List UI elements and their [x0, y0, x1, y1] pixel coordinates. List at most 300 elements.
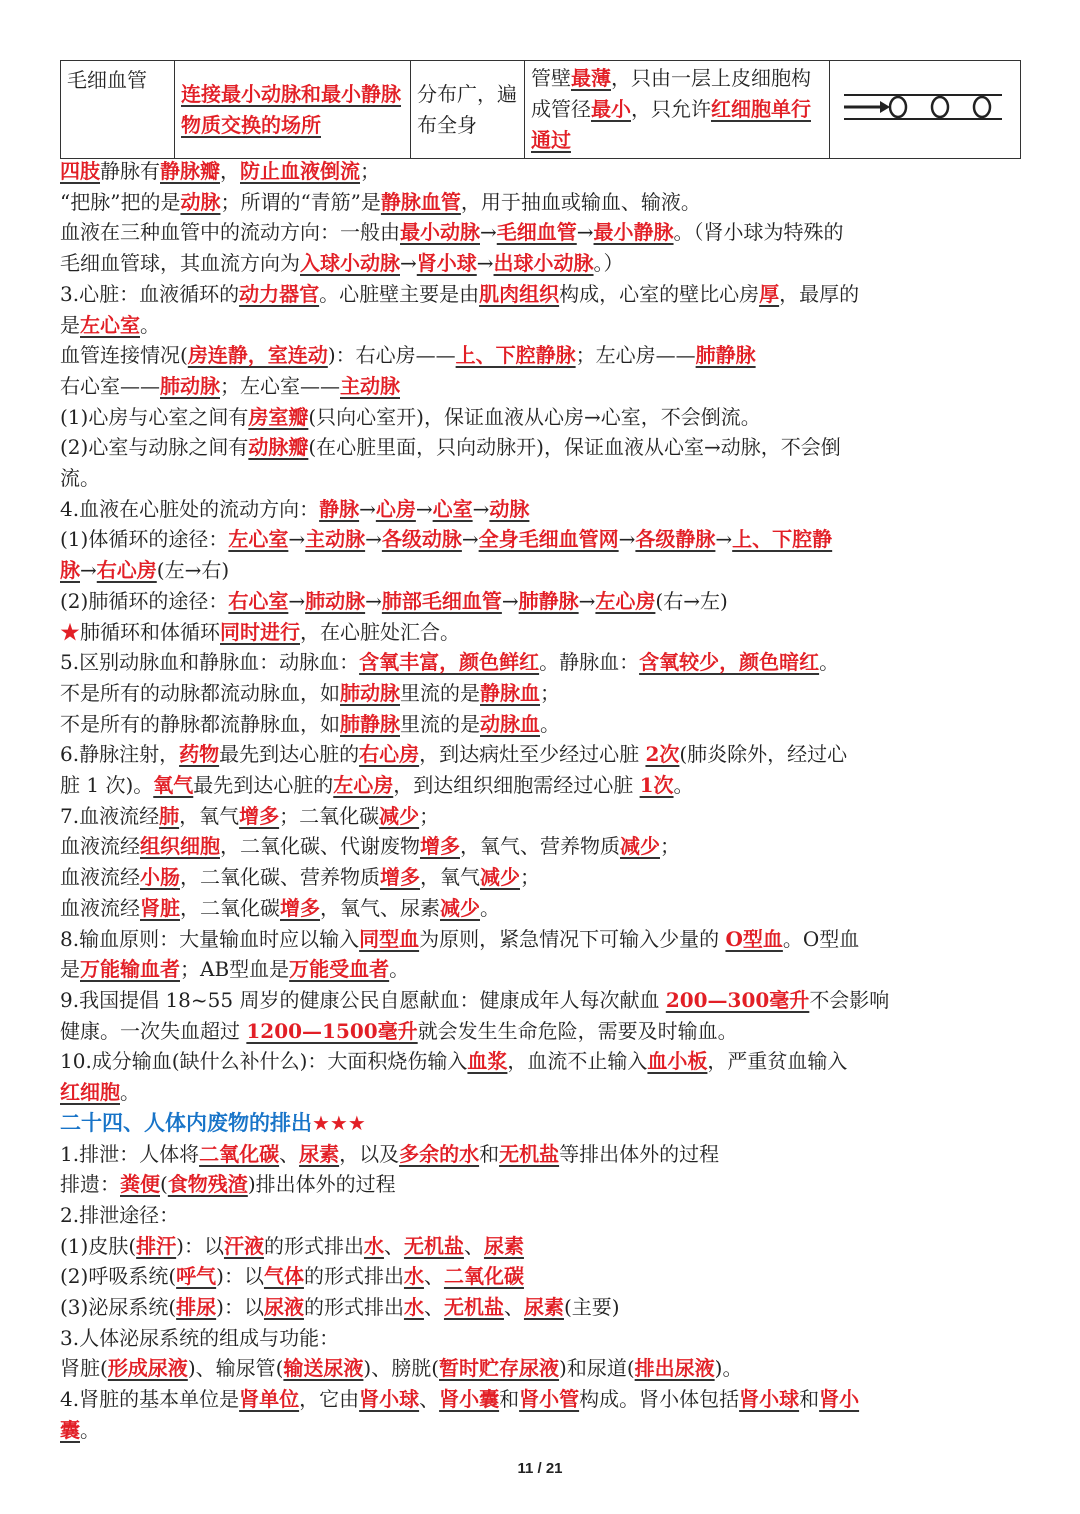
text-segment: 、 [419, 1387, 440, 1412]
key-term: 心房 [375, 496, 416, 521]
text-segment: 构成，心室的壁比心房 [559, 281, 760, 306]
text-segment: )排出体外的过程 [247, 1172, 396, 1197]
text-segment: 9.我国提倡 18~55 周岁的健康公民自愿献血：健康成年人每次献血 [60, 987, 666, 1012]
key-term: 各级动脉 [381, 527, 462, 552]
text-segment: ；二氧化碳 [279, 803, 380, 828]
text-segment: → [578, 588, 596, 613]
key-term: 氧气 [153, 773, 194, 798]
text-line [60, 524, 1020, 555]
key-term: 左心房 [333, 773, 394, 798]
text-segment: ，以及 [339, 1141, 400, 1166]
text-segment: ；所谓的“青筋”是 [220, 189, 381, 214]
text-segment: 里流的是 [400, 711, 480, 736]
text-segment: (3)泌尿系统( [60, 1295, 177, 1320]
text-segment: ，血流不止输入 [507, 1049, 648, 1074]
text-segment: 血液流经 [60, 834, 140, 859]
key-term: 最薄 [571, 66, 611, 90]
text-segment: )：以 [216, 1295, 264, 1320]
key-term: 动脉血 [480, 711, 540, 736]
key-term: 肺静脉 [695, 343, 756, 368]
key-term: 汗液 [223, 1233, 264, 1258]
key-term: 肾脏 [140, 895, 180, 920]
text-segment: 是 [60, 312, 80, 337]
vessel-name-cell: 毛细血管 [61, 61, 175, 159]
text-segment: 。 [480, 895, 500, 920]
text-segment: 脏 1 次)。 [60, 773, 154, 798]
key-term: 动力器官 [239, 281, 320, 306]
text-segment: 管壁 [531, 66, 571, 90]
text-segment: )。 [714, 1356, 743, 1381]
text-segment: 是 [60, 957, 80, 982]
key-term: 肌肉组织 [479, 281, 560, 306]
key-term: 排汗 [136, 1233, 177, 1258]
text-segment: ； [540, 680, 560, 705]
section-heading: 二十四、人体内废物的排出 [60, 1109, 312, 1135]
key-term: 排出尿液 [634, 1356, 715, 1381]
text-segment: ，氧气、营养物质 [460, 834, 620, 859]
notes-body [60, 156, 1020, 1446]
key-term: 200—300毫升 [665, 987, 810, 1012]
key-term: 主动脉 [305, 527, 366, 552]
text-segment: )、膀胱( [363, 1356, 440, 1381]
text-segment: 和 [799, 1387, 820, 1412]
text-segment: → [501, 588, 519, 613]
text-segment: 肺循环和体循环 [80, 619, 220, 644]
text-line [60, 954, 1020, 985]
key-term: 组织细胞 [140, 834, 220, 859]
key-term: 减少 [620, 834, 660, 859]
key-term: 上、下腔静脉 [455, 343, 576, 368]
text-segment: 静脉有 [100, 159, 160, 183]
text-segment: ，二氧化碳、营养物质 [180, 865, 380, 890]
text-segment: → [715, 527, 733, 552]
text-segment: 不会影响 [809, 987, 890, 1012]
key-term: 上、下腔静 [732, 527, 833, 552]
text-line [60, 1200, 1020, 1231]
text-segment: (1)体循环的途径： [60, 527, 229, 552]
key-term: 脉 [60, 558, 80, 583]
key-term: 万能输血者 [80, 957, 180, 982]
key-term: 肺动脉 [305, 588, 366, 613]
text-segment: ； [360, 159, 380, 183]
text-segment: → [288, 588, 306, 613]
text-segment: 2.排泄途径： [60, 1202, 180, 1227]
text-segment: ； [660, 834, 680, 859]
text-segment: 。（肾小球为特殊的 [673, 220, 844, 245]
key-term: 无机盐 [443, 1295, 504, 1320]
text-segment: → [400, 251, 417, 276]
capillary-diagram [836, 75, 1006, 135]
text-segment: 5.区别动脉血和静脉血：动脉血： [60, 650, 360, 675]
vessel-distribution-cell: 分布广，遍布全身 [411, 61, 525, 159]
key-term: 肺动脉 [340, 680, 400, 705]
text-segment: → [480, 220, 497, 245]
text-segment: 血液在三种血管中的流动方向：一般由 [60, 220, 400, 245]
text-segment: 最先到达心脏的 [219, 742, 360, 767]
text-segment: 血管连接情况( [60, 343, 188, 368]
key-term: 多余的水 [399, 1141, 480, 1166]
text-segment: 10.成分输血(缺什么补什么)：大面积烧伤输入 [60, 1049, 468, 1074]
key-term: 二氧化碳 [443, 1264, 524, 1289]
text-line [60, 924, 1020, 955]
key-term: 左心房 [595, 588, 656, 613]
key-term: 肾小囊 [439, 1387, 500, 1412]
key-term: 各级静脉 [635, 527, 716, 552]
text-segment: 。 [80, 1417, 100, 1442]
text-segment: 。心脏壁主要是由 [319, 281, 480, 306]
text-segment: (1)皮肤( [60, 1233, 137, 1258]
key-term: 水 [363, 1233, 384, 1258]
text-segment: 排遗： [60, 1172, 120, 1197]
text-line [60, 1384, 1020, 1415]
text-line [60, 1139, 1020, 1170]
text-line [60, 1231, 1020, 1262]
text-segment: ；左心室—— [220, 373, 340, 398]
key-term: 肺动脉 [160, 373, 220, 398]
text-segment: 。 [389, 957, 410, 982]
table-row [61, 61, 1021, 159]
text-line [60, 371, 1020, 402]
key-term: 右心房 [96, 558, 157, 583]
key-term: 增多 [239, 803, 280, 828]
vessel-function-cell [175, 61, 411, 159]
red-blood-cell-2 [932, 97, 948, 117]
text-segment: 的形式排出 [303, 1264, 404, 1289]
text-segment: → [359, 496, 376, 521]
vessel-feature-cell [525, 61, 830, 159]
text-segment: ，只由一层上皮细胞构成管径 [531, 66, 811, 121]
text-line [60, 831, 1020, 862]
key-term: 房室瓣 [248, 404, 309, 429]
text-segment: (左→右) [156, 558, 230, 583]
text-segment: ，氧气 [179, 803, 240, 828]
text-segment: ，用于抽血或输血、输液。 [460, 189, 701, 214]
key-term: 形成尿液 [107, 1356, 188, 1381]
text-segment: 。 [819, 650, 840, 675]
key-term: 同时进行 [220, 619, 300, 644]
key-term: 减少 [480, 865, 520, 890]
key-term: 左心室 [228, 527, 289, 552]
vessel-table [60, 60, 1021, 159]
key-term: 肾单位 [239, 1387, 300, 1412]
text-segment: 和 [499, 1387, 520, 1412]
key-term: 红细胞 [60, 1080, 120, 1105]
text-line [60, 1108, 1020, 1139]
text-segment: (2)心室与动脉之间有 [60, 435, 249, 460]
text-segment: 最先到达心脏的 [193, 773, 334, 798]
text-segment: 、 [423, 1295, 444, 1320]
key-term: 肾小球 [359, 1387, 420, 1412]
text-segment: )：以 [216, 1264, 264, 1289]
key-term: 同型血 [359, 926, 420, 951]
text-segment: 。） [593, 251, 624, 276]
text-segment: 等排出体外的过程 [559, 1141, 720, 1166]
key-term: 小肠 [140, 865, 180, 890]
key-term: O型血 [725, 926, 783, 951]
key-term: 增多 [380, 865, 420, 890]
text-segment: → [476, 251, 494, 276]
key-term: 呼气 [176, 1264, 217, 1289]
key-term: 房连静，室连动 [187, 343, 328, 368]
text-segment: ，它由 [299, 1387, 360, 1412]
text-line [60, 1292, 1020, 1323]
key-term: 药物 [179, 742, 220, 767]
text-line [60, 1323, 1020, 1354]
text-segment: 7.血液流经 [60, 803, 160, 828]
text-line [60, 985, 1020, 1016]
text-segment: 3.心脏：血液循环的 [60, 281, 240, 306]
key-term: 全身毛细血管网 [478, 527, 619, 552]
star-icon: ★ [60, 619, 80, 644]
key-term: 万能受血者 [289, 957, 390, 982]
text-segment: 3.人体泌尿系统的组成与功能： [60, 1325, 340, 1350]
text-segment: )：右心房—— [327, 343, 456, 368]
vessel-function-text: 连接最小动脉和最小静脉物质交换的场所 [181, 81, 401, 137]
text-line [60, 739, 1020, 770]
key-term: 血小板 [647, 1049, 708, 1074]
key-term: 粪便 [120, 1172, 160, 1197]
text-segment: 4.血液在心脏处的流动方向： [60, 496, 320, 521]
text-segment: “把脉”把的是 [60, 189, 181, 214]
text-segment: 和 [479, 1141, 500, 1166]
text-line [60, 248, 1020, 279]
text-segment: ，氧气 [420, 865, 480, 890]
text-line [60, 709, 1020, 740]
text-segment: → [618, 527, 636, 552]
key-term: 增多 [280, 895, 320, 920]
key-term: 血浆 [467, 1049, 508, 1074]
red-blood-cell-3 [974, 97, 990, 117]
key-term: 心室 [432, 496, 473, 521]
text-segment: ，最厚的 [779, 281, 860, 306]
text-line [60, 801, 1020, 832]
key-term: 出球小动脉 [493, 251, 594, 276]
key-term: 最小 [591, 97, 631, 121]
text-segment: 6.静脉注射， [60, 742, 180, 767]
text-segment: ；左心房—— [575, 343, 696, 368]
text-segment: 、 [423, 1264, 444, 1289]
text-segment: → [365, 588, 382, 613]
key-term: 尿素 [299, 1141, 340, 1166]
text-segment: 。 [673, 773, 694, 798]
text-line [60, 770, 1020, 801]
text-segment: → [365, 527, 382, 552]
importance-stars: ★★★ [312, 1110, 366, 1135]
key-term: 肺静脉 [518, 588, 579, 613]
key-term: 毛细血管 [496, 220, 577, 245]
text-segment: (肺炎除外，经过心 [679, 742, 848, 767]
text-segment: → [80, 558, 97, 583]
key-term: 静脉瓣 [160, 159, 220, 183]
text-line [60, 310, 1020, 341]
text-line [60, 893, 1020, 924]
text-segment: ，二氧化碳、代谢废物 [220, 834, 420, 859]
key-term: 减少 [379, 803, 420, 828]
diagram-arrow-head [880, 101, 890, 113]
text-line [60, 279, 1020, 310]
text-segment: 。 [140, 312, 160, 337]
capillary-diagram-cell [830, 61, 1021, 159]
red-blood-cell-1 [890, 97, 906, 117]
text-segment: ；AB型血是 [180, 957, 290, 982]
text-line [60, 1353, 1020, 1384]
key-term: 尿素 [523, 1295, 564, 1320]
text-line [60, 586, 1020, 617]
text-line [60, 463, 1020, 494]
text-segment: → [288, 527, 306, 552]
key-term: 尿液 [263, 1295, 304, 1320]
key-term: 肾小球 [416, 251, 477, 276]
key-term: 含氧丰富，颜色鲜红 [359, 650, 540, 675]
text-line [60, 187, 1020, 218]
key-term: 排尿 [176, 1295, 217, 1320]
key-term: 无机盐 [403, 1233, 464, 1258]
text-line [60, 432, 1020, 463]
page-number: 11 / 21 [517, 1460, 563, 1477]
text-segment: 。 [540, 711, 560, 736]
key-term: 1200—1500毫升 [246, 1018, 418, 1043]
key-term: 主动脉 [340, 373, 400, 398]
text-line [60, 402, 1020, 433]
text-segment: 健康。一次失血超过 [60, 1018, 247, 1043]
text-line [60, 1077, 1020, 1108]
text-segment: 。O型血 [782, 926, 860, 951]
key-term: 减少 [440, 895, 480, 920]
text-segment: )和尿道( [559, 1356, 635, 1381]
text-line [60, 1046, 1020, 1077]
text-segment: ，到达病灶至少经过心脏 [419, 742, 646, 767]
key-term: 肺静脉 [340, 711, 400, 736]
key-term: 囊 [60, 1417, 80, 1442]
key-term: 二氧化碳 [199, 1141, 280, 1166]
text-segment: (2)呼吸系统( [60, 1264, 177, 1289]
key-term: 厚 [759, 281, 780, 306]
key-term: 肺部毛细血管 [381, 588, 502, 613]
text-segment: 、 [463, 1233, 484, 1258]
key-term: 入球小动脉 [300, 251, 400, 276]
text-segment: 、 [383, 1233, 404, 1258]
text-segment: (1)心房与心室之间有 [60, 404, 249, 429]
key-term: 1次 [639, 773, 674, 798]
text-line [60, 156, 1020, 187]
text-segment: 不是所有的静脉都流静脉血，如 [60, 711, 340, 736]
text-line [60, 494, 1020, 525]
text-segment: → [461, 527, 479, 552]
key-term: 动脉 [489, 496, 530, 521]
text-segment: 就会发生生命危险，需要及时输血。 [417, 1018, 738, 1043]
key-term: 动脉 [180, 189, 221, 214]
text-segment: 4.肾脏的基本单位是 [60, 1387, 240, 1412]
text-segment: 右心室—— [60, 373, 160, 398]
text-segment: 毛细血管球，其血流方向为 [60, 251, 300, 276]
key-term: 输送尿液 [283, 1356, 364, 1381]
key-term: 2次 [645, 742, 680, 767]
key-term: 肾小球 [739, 1387, 800, 1412]
key-term: 食物残渣 [167, 1172, 248, 1197]
text-segment: 不是所有的动脉都流动脉血，如 [60, 680, 340, 705]
text-segment: )、输尿管( [187, 1356, 284, 1381]
text-segment: ，严重贫血输入 [707, 1049, 848, 1074]
text-segment: ，在心脏处汇合。 [300, 619, 460, 644]
text-line [60, 617, 1020, 648]
text-segment: 的形式排出 [263, 1233, 364, 1258]
key-term: 左心室 [80, 312, 140, 337]
text-line [60, 678, 1020, 709]
key-term: 动脉瓣 [248, 435, 309, 460]
key-term: 静脉血管 [380, 189, 461, 214]
text-segment: 肾脏( [60, 1356, 108, 1381]
text-segment: ， [220, 159, 240, 183]
text-segment: ； [419, 803, 440, 828]
text-segment: 里流的是 [400, 680, 480, 705]
text-segment: (在心脏里面，只向动脉开)，保证血液从心室→动脉，不会倒 [308, 435, 841, 460]
key-term: 水 [403, 1264, 424, 1289]
text-line [60, 862, 1020, 893]
key-term: 尿素 [483, 1233, 524, 1258]
key-term: 最小静脉 [593, 220, 674, 245]
text-segment: 8.输血原则：大量输血时应以输入 [60, 926, 360, 951]
text-segment: 、 [503, 1295, 524, 1320]
text-segment: 。 [120, 1080, 140, 1105]
text-segment: → [472, 496, 490, 521]
text-line [60, 340, 1020, 371]
key-term: 防止血液倒流 [240, 159, 360, 183]
key-term: 增多 [420, 834, 460, 859]
key-term: 肾小 [819, 1387, 860, 1412]
text-line [60, 1261, 1020, 1292]
text-segment: )：以 [176, 1233, 224, 1258]
text-segment: 流。 [60, 466, 100, 491]
text-line [60, 647, 1020, 678]
text-segment: ； [520, 865, 540, 890]
key-term: 暂时贮存尿液 [439, 1356, 560, 1381]
text-segment: 血液流经 [60, 895, 140, 920]
text-segment: 构成。肾小体包括 [579, 1387, 740, 1412]
text-segment: (右→左) [655, 588, 728, 613]
text-segment: ，到达组织细胞需经过心脏 [393, 773, 640, 798]
text-segment: 1.排泄：人体将 [60, 1141, 200, 1166]
text-line [60, 1415, 1020, 1446]
text-line [60, 217, 1020, 248]
text-segment: (主要) [563, 1295, 620, 1320]
key-term: 最小动脉 [400, 220, 480, 245]
text-segment: 。静脉血： [539, 650, 640, 675]
text-segment: 为原则，紧急情况下可输入少量的 [419, 926, 726, 951]
text-line [60, 555, 1020, 586]
key-term: 静脉 [319, 496, 360, 521]
text-segment: (只向心室开)，保证血液从心房→心室，不会倒流。 [308, 404, 761, 429]
key-term: 无机盐 [499, 1141, 560, 1166]
text-segment: → [576, 220, 594, 245]
text-segment: ，只允许 [631, 97, 711, 121]
text-segment: ( [160, 1172, 168, 1197]
key-term: 肺 [159, 803, 180, 828]
text-segment: ，氧气、尿素 [320, 895, 440, 920]
text-segment: 、 [279, 1141, 300, 1166]
text-segment: 的形式排出 [303, 1295, 404, 1320]
key-term: 四肢 [60, 159, 100, 183]
key-term: 静脉血 [480, 680, 540, 705]
key-term: 水 [403, 1295, 424, 1320]
text-segment: 血液流经 [60, 865, 140, 890]
text-line [60, 1169, 1020, 1200]
key-term: 肾小管 [519, 1387, 580, 1412]
key-term: 右心房 [359, 742, 420, 767]
key-term: 红细胞单行通过 [531, 97, 811, 152]
text-segment: → [415, 496, 433, 521]
key-term: 气体 [263, 1264, 304, 1289]
text-segment: ，二氧化碳 [180, 895, 280, 920]
